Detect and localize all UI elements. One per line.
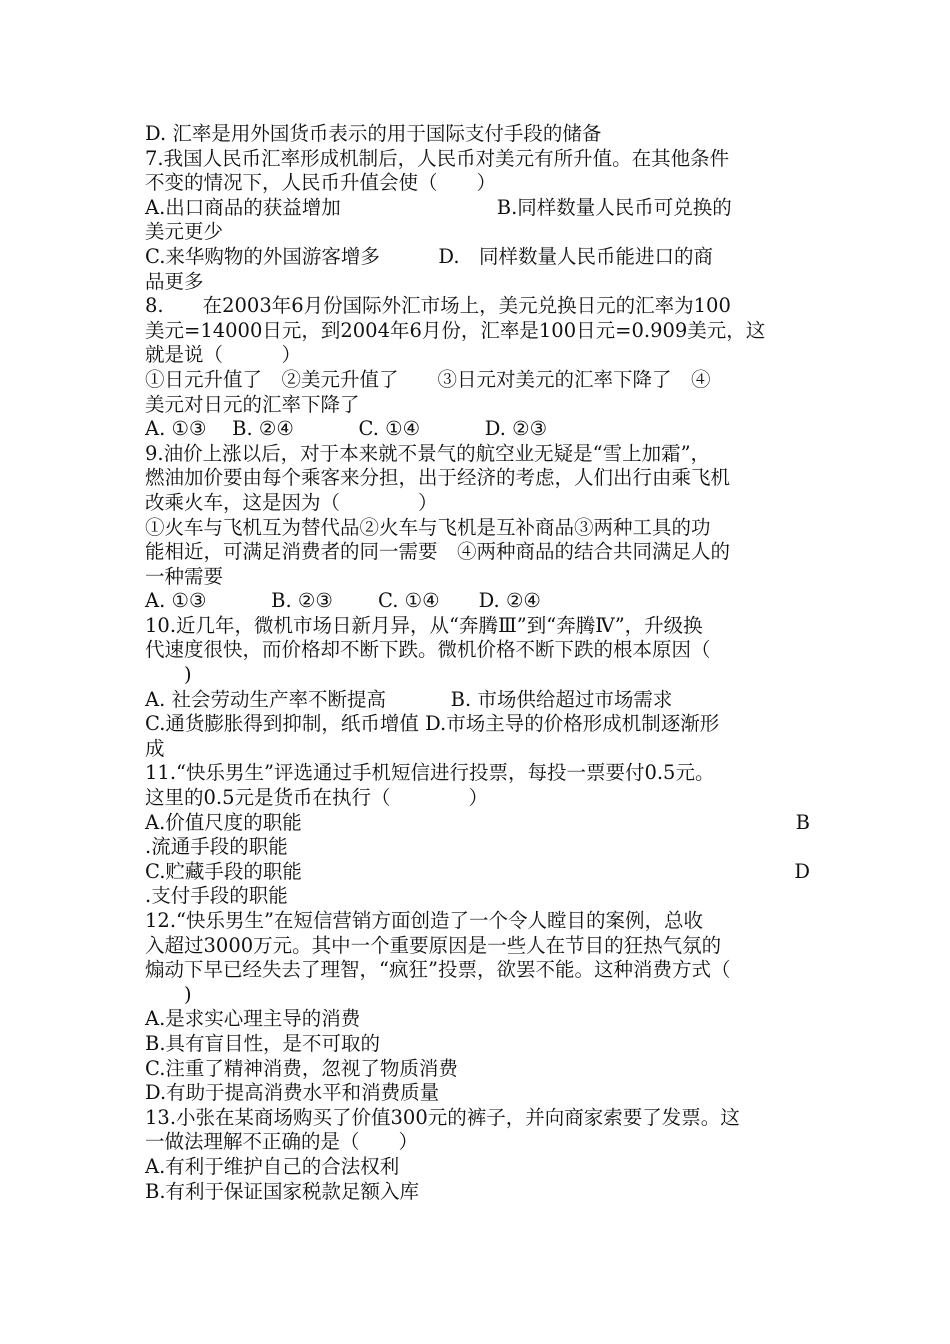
option-line	[145, 811, 810, 836]
option-text: C.贮藏手段的职能	[145, 859, 302, 883]
text-line: 成	[145, 736, 165, 760]
text-line: 燃油加价要由每个乘客来分担，出于经济的考虑，人们出行由乘飞机	[145, 466, 731, 490]
question-8-line: 8. 在2003年6月份国际外汇市场上，美元兑换日元的汇率为100	[145, 294, 731, 318]
option-line: .流通手段的职能	[145, 835, 288, 859]
option-line: A. 社会劳动生产率不断提高 B. 市场供给超过市场需求	[145, 687, 673, 711]
question-11-line: 11.“快乐男生”评选通过手机短信进行投票，每投一票要付0.5元。	[145, 761, 715, 785]
text-line: 改乘火车，这是因为（ ）	[145, 490, 438, 514]
text-line: 代速度很快，而价格却不断下跌。微机价格不断下跌的根本原因（	[145, 638, 711, 662]
option-line: A.是求实心理主导的消费	[145, 1007, 361, 1031]
option-line: B.具有盲目性，是不可取的	[145, 1031, 381, 1055]
question-12-line: 12.“快乐男生”在短信营销方面创造了一个令人瞠目的案例，总收	[145, 909, 703, 932]
option-letter: D	[794, 859, 810, 883]
question-9-line: 9.油价上涨以后，对于本来就不景气的航空业无疑是“雪上加霜”，	[145, 441, 711, 465]
option-line: .支付手段的职能	[145, 884, 288, 908]
document-page	[145, 122, 810, 1204]
text-line: 美元更少	[145, 220, 224, 244]
question-10-line: 10.近几年，微机市场日新月异，从“奔腾Ⅲ”到“奔腾Ⅳ”，升级换	[145, 613, 703, 637]
option-line: D.有助于提高消费水平和消费质量	[145, 1081, 440, 1105]
text-line: 煽动下早已经失去了理智，“疯狂”投票，欲罢不能。这种消费方式（	[145, 958, 731, 982]
text-line: ①火车与飞机互为替代品②火车与飞机是互补商品③两种工具的功	[145, 515, 711, 539]
text-line: 一种需要	[145, 564, 224, 588]
option-line: A. ①③ B. ②④ C. ①④ D. ②③	[145, 417, 548, 441]
option-text: A.价值尺度的职能	[145, 810, 302, 834]
text-line: 能相近，可满足消费者的同一需要 ④两种商品的结合共同满足人的	[145, 540, 731, 564]
text-line: 不变的情况下，人民币升值会使（ ）	[145, 171, 497, 195]
text-line: 美元=14000日元，到2004年6月份，汇率是100日元=0.909美元，这	[145, 318, 766, 342]
text-line: ①日元升值了 ②美元升值了 ③日元对美元的汇率下降了 ④	[145, 367, 711, 391]
text-line: 这里的0.5元是货币在执行（ ）	[145, 786, 489, 810]
text-line: 入超过3000万元。其中一个重要原因是一些人在节目的狂热气氛的	[145, 933, 722, 957]
option-letter: B	[795, 810, 810, 834]
text-line: )	[145, 982, 192, 1006]
option-line: C.来华购物的外国游客增多 D. 同样数量人民币能进口的商	[145, 244, 714, 268]
text-line: 品更多	[145, 269, 204, 293]
text-line: )	[145, 663, 192, 687]
option-line: B.有利于保证国家税款足额入库	[145, 1179, 420, 1203]
option-line: A. ①③ B. ②③ C. ①④ D. ②④	[145, 589, 541, 613]
text-line: 一做法理解不正确的是（ ）	[145, 1130, 419, 1154]
option-line: C.通货膨胀得到抑制，纸币增值 D.市场主导的价格形成机制逐渐形	[145, 712, 720, 736]
text-line: 就是说（ ）	[145, 343, 302, 367]
option-line: A.出口商品的获益增加 B.同样数量人民币可兑换的	[145, 195, 732, 219]
option-line: A.有利于维护自己的合法权利	[145, 1154, 400, 1178]
text-line: 美元对日元的汇率下降了	[145, 392, 360, 416]
question-7-line: 7.我国人民币汇率形成机制后，人民币对美元有所升值。在其他条件	[145, 146, 730, 170]
option-line	[145, 860, 810, 885]
question-13-line: 13.小张在某商场购买了价值300元的裤子，并向商家索要了发票。这	[145, 1105, 740, 1129]
text-line: D. 汇率是用外国货币表示的用于国际支付手段的储备	[145, 122, 602, 145]
option-line: C.注重了精神消费，忽视了物质消费	[145, 1056, 458, 1080]
